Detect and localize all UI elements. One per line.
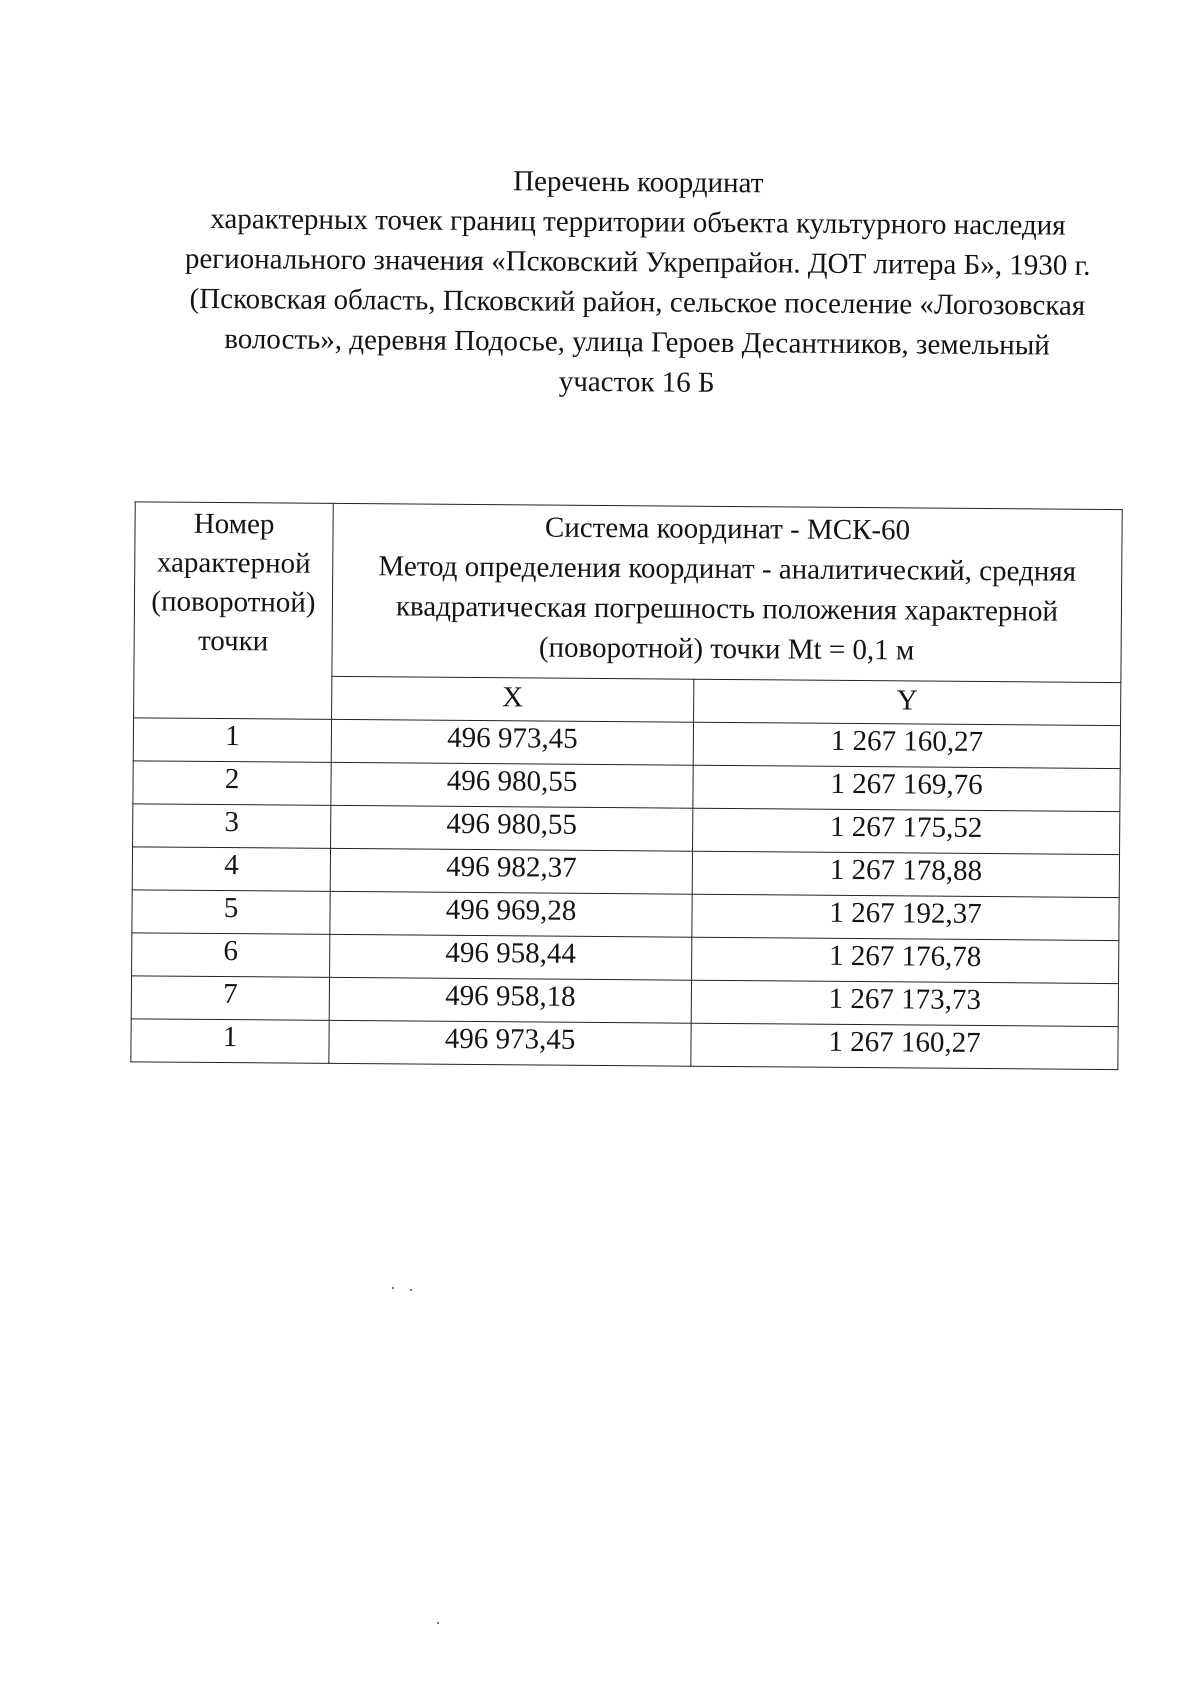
table-row [133,761,1120,812]
point-number-cell: 1 [133,718,331,763]
point-number-cell: 5 [132,890,330,935]
table-row [133,718,1120,769]
system-header-line: квадратическая погрешность положения характерной [395,590,1059,628]
point-number-cell: 7 [131,976,329,1021]
x-column-header: X [332,676,694,722]
x-value-cell: 496 969,28 [330,891,692,937]
point-number-cell: 1 [131,1019,329,1064]
point-number-cell: 6 [132,933,330,978]
coordinates-table [130,501,1122,1070]
point-header-line: (поворотной) [151,585,316,619]
point-number-cell: 4 [132,847,330,892]
x-value-cell: 496 973,45 [331,719,693,765]
title-line: (Псковская область, Псковский район, сельское поселение «Логозовская [189,282,1086,322]
system-header-line: Метод определения координат - аналитический, средняя [378,550,1077,588]
table-row [132,847,1119,898]
y-value-cell: 1 267 178,88 [692,851,1119,897]
y-value-cell: 1 267 175,52 [693,808,1120,854]
table-row [133,804,1120,855]
table-row [131,976,1118,1027]
y-value-cell: 1 267 160,27 [691,1023,1118,1069]
system-header-line: (поворотной) точки Mt = 0,1 м [538,631,915,667]
scan-speck [392,1287,394,1289]
x-value-cell: 496 980,55 [331,805,693,851]
point-number-header [134,502,334,720]
y-value-cell: 1 267 169,76 [693,765,1120,811]
y-value-cell: 1 267 173,73 [691,980,1118,1026]
x-value-cell: 496 958,18 [329,977,691,1023]
point-number-cell: 3 [133,804,331,849]
point-number-cell: 2 [133,761,331,806]
x-value-cell: 496 982,37 [330,848,692,894]
y-value-cell: 1 267 160,27 [693,722,1120,768]
title-line: регионального значения «Псковский Укрепрайон. ДОТ литера Б», 1930 г. [184,242,1091,282]
y-column-header: Y [694,679,1121,725]
y-value-cell: 1 267 176,78 [692,937,1119,983]
point-header-line: Номер [193,507,275,541]
title-line: Перечень координат [513,165,764,200]
table-row [131,1019,1118,1070]
document-title [152,158,1124,406]
title-line: характерных точек границ территории объекта культурного наследия [210,202,1066,242]
table-row [132,933,1119,984]
title-line: волость», деревня Подосье, улица Героев Десантников, земельный [224,323,1050,362]
x-value-cell: 496 973,45 [329,1020,691,1066]
table-row [132,890,1119,941]
scan-speck [437,1622,439,1624]
y-value-cell: 1 267 192,37 [692,894,1119,940]
point-header-line: характерной [156,546,311,580]
scan-speck [410,1289,412,1291]
x-value-cell: 496 958,44 [330,934,692,980]
coordinate-system-header [332,503,1122,682]
title-line: участок 16 Б [558,365,715,399]
system-header-line: Система координат - МСК-60 [544,511,911,547]
point-header-line: точки [197,624,269,658]
x-value-cell: 496 980,55 [331,762,693,808]
